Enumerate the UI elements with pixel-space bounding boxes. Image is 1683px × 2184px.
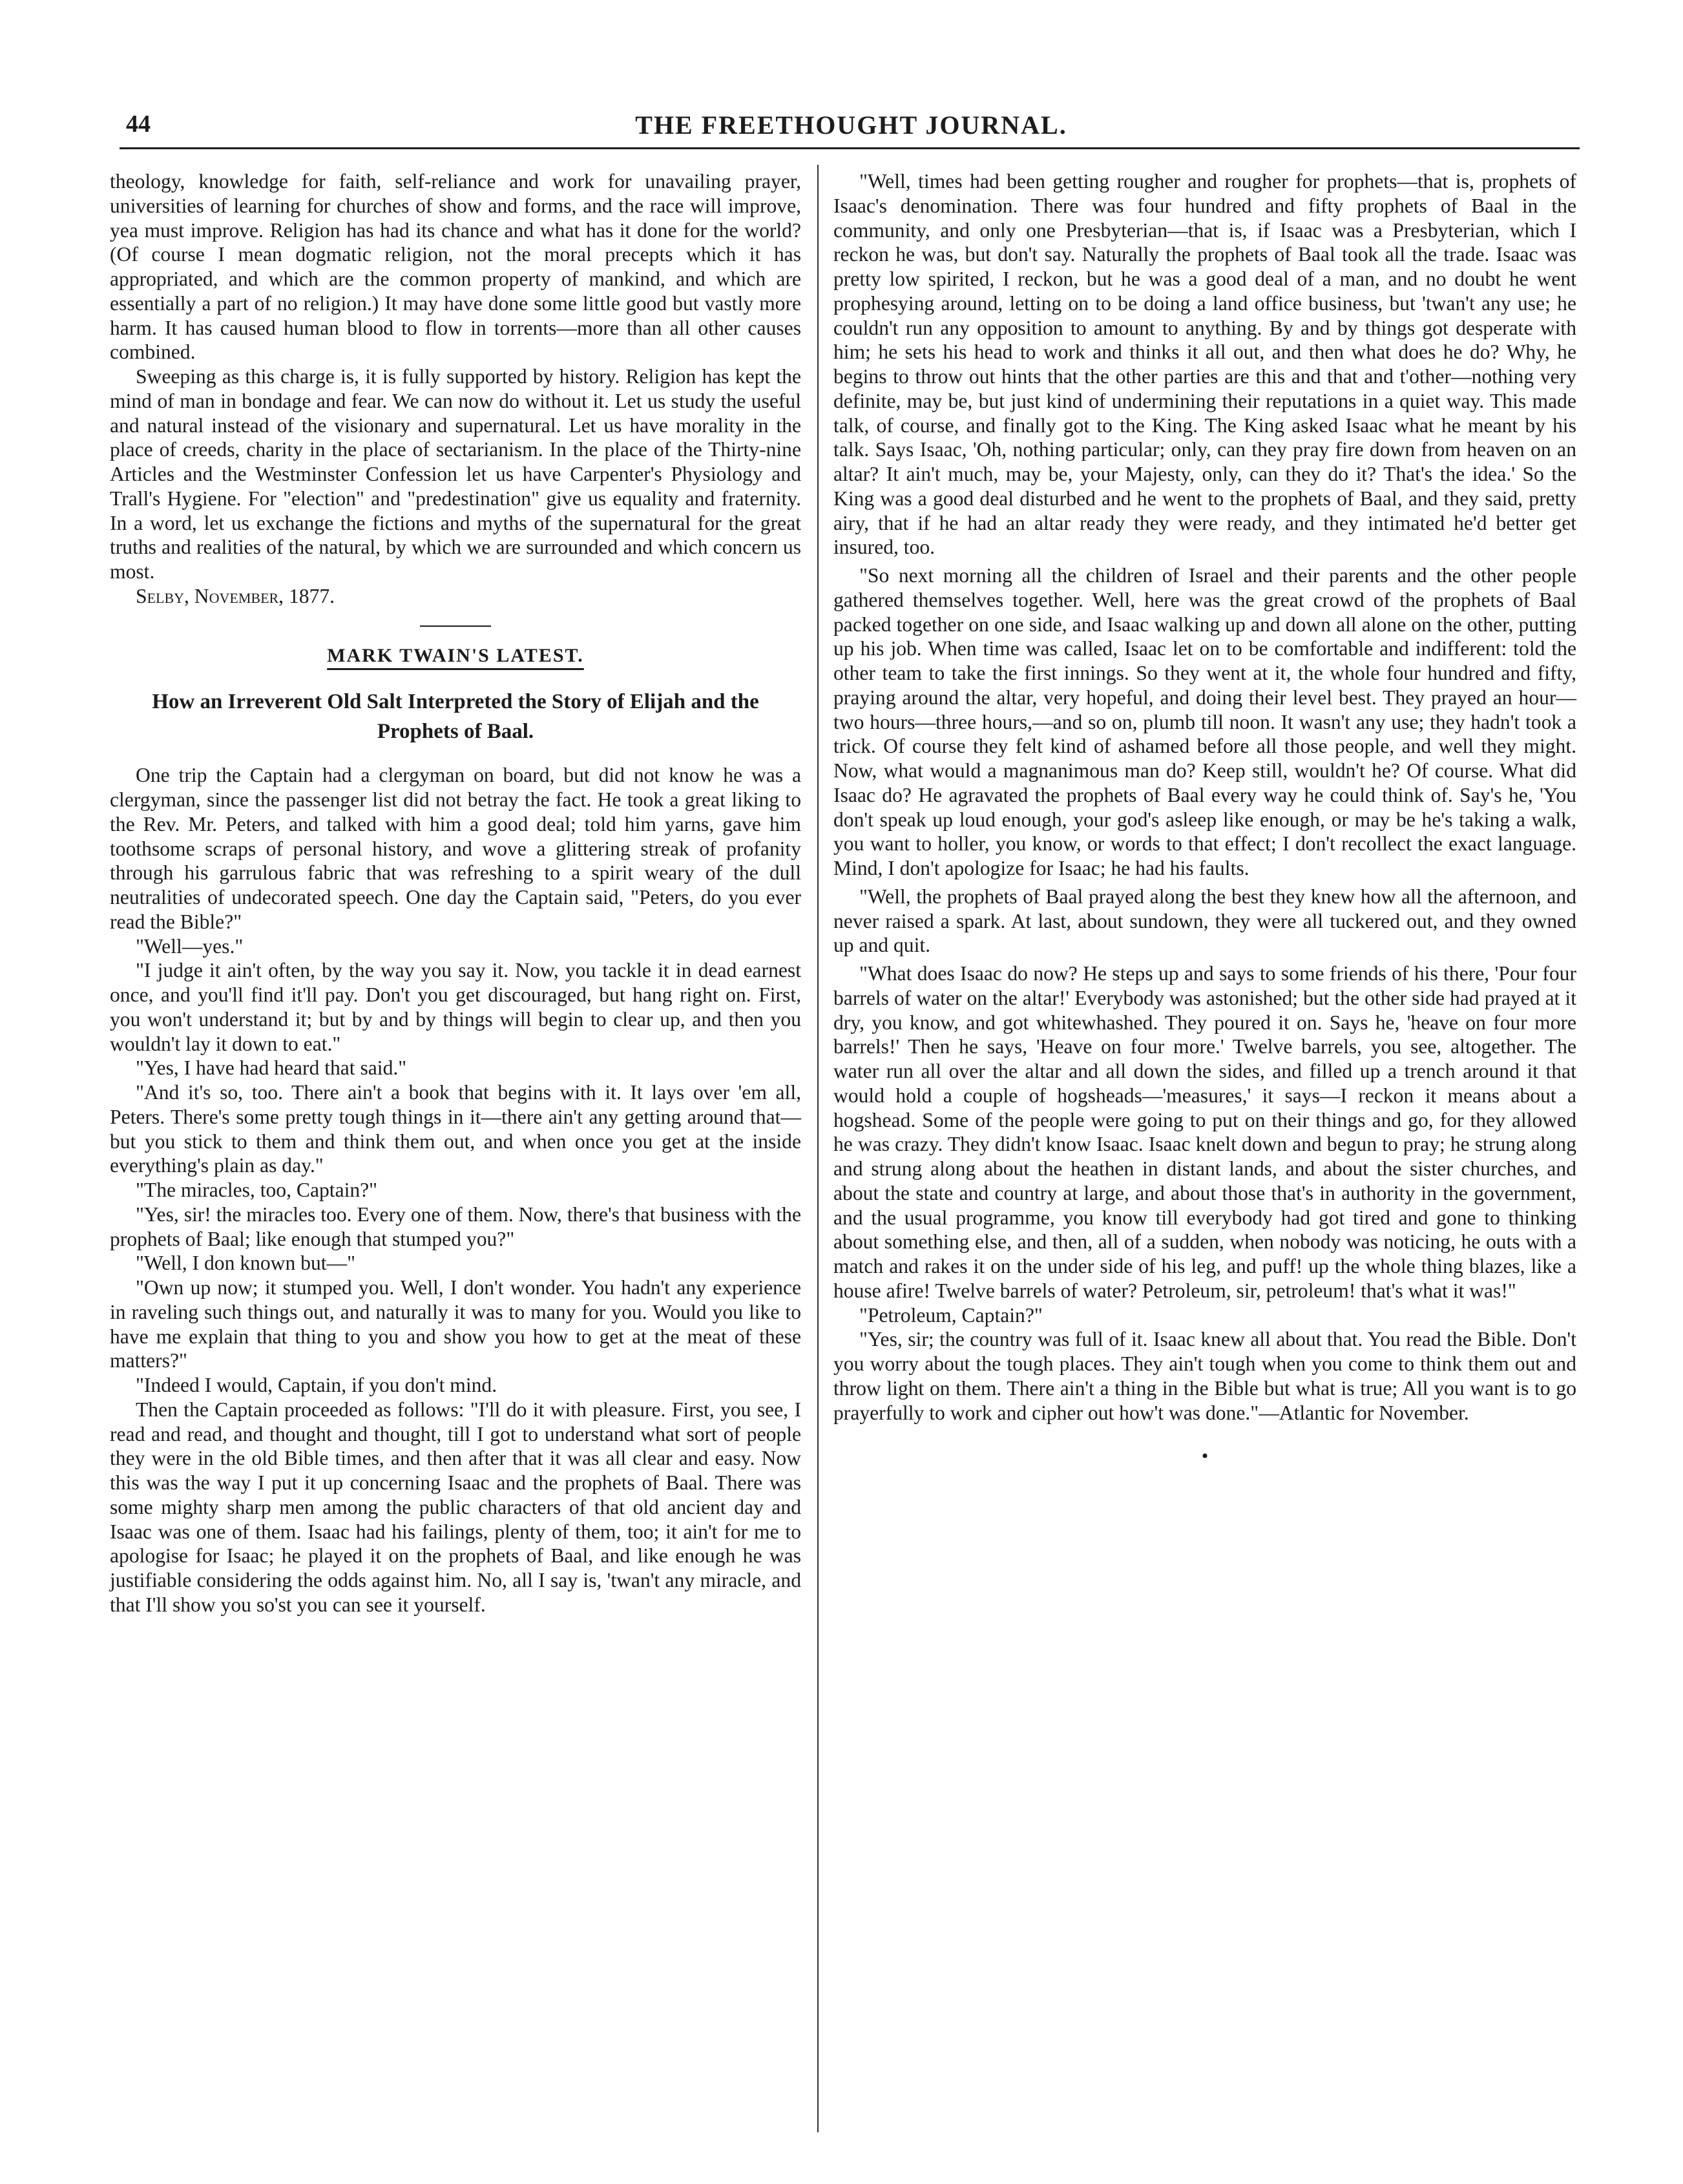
section-subtitle: How an Irreverent Old Salt Interpreted the Story of Elijah and the Prophets of Baal. [152,690,759,744]
page-number: 44 [126,110,151,138]
paragraph: "I judge it ain't often, by the way you say it. Now, you tackle it in dead earnest once, and you'll find it'll pay. Don't you get discouraged, but hang right on. First, you won't understand it; but by and by things will begin to clear up, and then you wouldn't lay it down to eat." [110,959,801,1055]
paragraph: theology, knowledge for faith, self-reliance and work for unavailing prayer, universities of learning for churches of show and forms, and the race will improve, yea must improve. Religion has had its chance and what has it done for the world? (Of course I mean dogmatic religion, not the moral precepts which it has appropriated, and which are the common property of mankind, and which are essentially a part of no religion.) It may have done some little good but vastly more harm. It has caused human blood to flow in torrents—more than all other causes combined. [110,170,801,364]
paragraph: "Well, times had been getting rougher and rougher for prophets—that is, prophets of Isaac's denomination. There was four hundred and fifty prophets of Baal in the community, and only one Presbyterian—that is, if Isaac was a Presbyterian, which I reckon he was, but don't say. Naturally the prophets of Baal took all the trade. Isaac was pretty low spirited, I reckon, but he was a good deal of a man, and no doubt he went prophesying around, letting on to be doing a land office business, but 'twan't any use; he couldn't run any opposition to amount to anything. By and by things got desperate with him; he sets his head to work and thinks it all out, and then what does he do? Why, he begins to throw out hints that the other parties are this and that and t'other—nothing very definite, may be, but just kind of undermining their reputations in a quiet way. This made talk, of course, and finally got to the King. The King asked Isaac what he meant by his talk. Says Isaac, 'Oh, nothing particular; only, can they pray fire down from heaven on an altar? It ain't much, may be, your Majesty, only, can they do it? That's the idea.' So the King was a good deal disturbed and he went to the prophets of Baal, and they said, pretty airy, that if he had an altar ready they were ready, and they intimated he'd better get insured, too. [833,170,1576,559]
end-mark: • [1201,1445,1209,1467]
paragraph: Sweeping as this charge is, it is fully supported by history. Religion has kept the mind of man in bondage and fear. We can now do without it. Let us study the useful and natural instead of the visionary and supernatural. Let us have morality in the place of creeds, charity in the place of sectarianism. In the place of the Thirty-nine Articles and the Westminster Confession let us have Carpenter's Physiology and Trall's Hygiene. For "election" and "predestination" give us equality and fraternity. In a word, let us exchange the fictions and myths of the supernatural for the great truths and realities of the natural, by which we are surrounded and which concern us most. [110,365,801,583]
header-rule [120,147,1580,149]
journal-title: THE FREETHOUGHT JOURNAL. [635,110,1067,140]
paragraph: Then the Captain proceeded as follows: "I'll do it with pleasure. First, you see, I read and read, and thought and thought, till I got to understand what sort of people they were in the old Bible times, and then after that it was all clear and easy. Now this was the way I put it up concerning Isaac and the prophets of Baal. There was some mighty sharp men among the public characters of that old ancient day and Isaac was one of them. Isaac had his failings, plenty of them, too; it ain't for me to apologise for Isaac; he played it on the prophets of Baal, and like enough he was justifiable considering the odds against him. No, all I say is, 'twan't any miracle, and that I'll show you so'st you can see it yourself. [110,1398,801,1616]
paragraph: One trip the Captain had a clergyman on board, but did not know he was a clergyman, since the passenger list did not betray the fact. He took a great liking to the Rev. Mr. Peters, and talked with him a good deal; told him yarns, gave him toothsome scraps of personal history, and wove a glittering streak of profanity through his garrulous fabric that was refreshing to a spirit weary of the dull neutralities of undecorated speech. One day the Captain said, "Peters, do you ever read the Bible?" [110,764,801,933]
paragraph: "Well, I don known but—" [136,1252,356,1275]
paragraph: "Well—yes." [136,934,244,958]
section-title: MARK TWAIN'S LATEST. [327,644,584,666]
paragraph: "Yes, I have had heard that said." [136,1056,407,1080]
left-column [110,169,801,1617]
right-column [833,169,1576,1469]
page-header [126,110,1576,149]
paragraph: "Yes, sir! the miracles too. Every one of them. Now, there's that business with the prophets of Baal; like enough that stumped you?" [110,1202,801,1250]
paragraph: "Well, the prophets of Baal prayed along the best they knew how all the afternoon, and never raised a spark. At last, about sundown, they were all tuckered out, and they owned up and quit. [833,885,1576,957]
paragraph: "So next morning all the children of Israel and their parents and the other people gathered themselves together. Well, here was the great crowd of the prophets of Baal packed together on one side, and Isaac walking up and down all alone on the other, putting up his job. When time was called, Isaac let on to be comfortable and indifferent: told the other team to take the first innings. So they went at it, the whole four hundred and fifty, praying around the altar, very hopeful, and doing their level best. They prayed an hour—two hours—three hours,—and so on, plumb till noon. It wasn't any use; they hadn't took a trick. Of course they felt kind of ashamed before all those people, and well they might. Now, what would a magnanimous man do? Keep still, wouldn't he? Of course. What did Isaac do? He agravated the prophets of Baal every way he could think of. Say's he, 'You don't speak up loud enough, your god's asleep like enough, or may be he's taking a walk, you want to holler, you know, or words to that effect; I don't recollect the exact language. Mind, I don't apologize for Isaac; he had his faults. [833,564,1576,879]
paragraph: "The miracles, too, Captain?" [136,1179,378,1201]
column-divider [817,165,819,2132]
paragraph: "Yes, sir; the country was full of it. Isaac knew all about that. You read the Bible. Don't you worry about the tough places. They ain't tough when you come to think them out and throw light on them. There ain't a thing in the Bible but what is true; All you want is to go prayerfully to work and cipher out how't was done."—Atlantic for November. [833,1328,1576,1424]
paragraph: "Indeed I would, Captain, if you don't mind. [136,1374,497,1396]
signoff: Selby, November, 1877. [136,584,335,607]
section-rule [420,625,491,627]
paragraph: "Petroleum, Captain?" [859,1303,1043,1327]
paragraph: "Own up now; it stumped you. Well, I don't wonder. You hadn't any experience in raveling such things out, and naturally it was to many for you. Would you like to have me explain that thing to you and show you how to get at the meat of these matters?" [110,1276,801,1372]
paragraph: "And it's so, too. There ain't a book that begins with it. It lays over 'em all, Peters. There's some pretty tough things in it—there ain't any getting around that—but you stick to them and think them out, and when once you get at the inside everything's plain as day." [110,1081,801,1177]
paragraph: "What does Isaac do now? He steps up and says to some friends of his there, 'Pour four barrels of water on the altar!' Everybody was astonished; but the other side had prayed at it dry, you know, and got whitewhashed. They poured it on. Says he, 'heave on four more barrels!' Then he says, 'Heave on four more.' Twelve barrels, you see, altogether. The water run all over the altar and all down the sides, and filled up a trench around it that would hold a couple of hogsheads—'measures,' it says—I reckon it means about a hogshead. Some of the people were going to put on their things and go, for they allowed he was crazy. They didn't know Isaac. Isaac knelt down and begun to pray; he strung along and strung along about the heathen in distant lands, and about the sister churches, and about the state and country at large, and about those that's in authority in the government, and the usual programme, you know till everybody had got tired and gone to thinking about something else, and then, all of a sudden, when nobody was noticing, he outs with a match and rakes it on the under side of his leg, and puff! up the whole thing blazes, like a house afire! Twelve barrels of water? Petroleum, sir, petroleum! that's what it was!" [833,962,1576,1302]
